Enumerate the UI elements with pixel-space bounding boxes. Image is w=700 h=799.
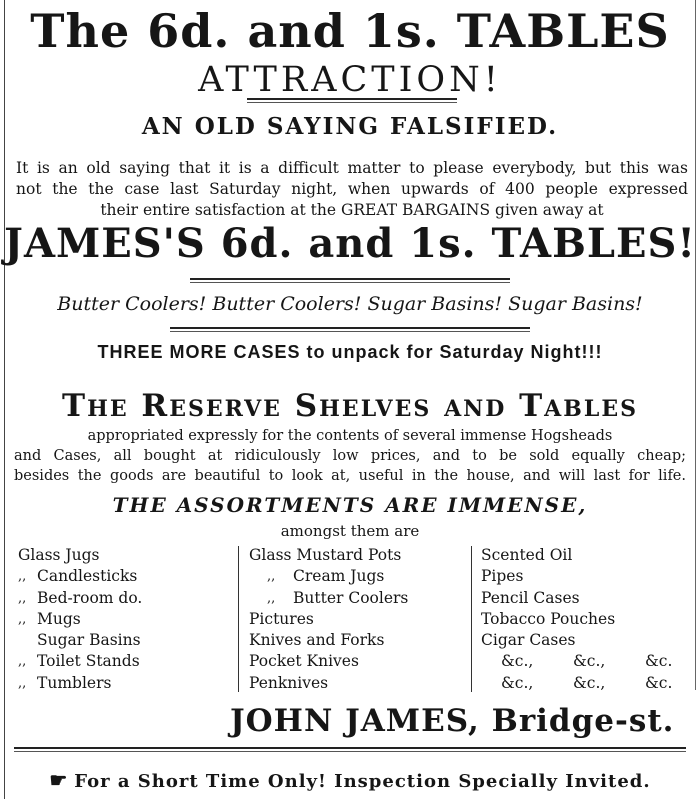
coolers-line: Butter Coolers! Butter Coolers! Sugar Basins! Sugar Basins! [57, 293, 643, 315]
column-divider [471, 546, 472, 692]
reserve-line: besides the goods are beautiful to look at, useful in the house, and will last for life. [14, 468, 686, 484]
reserve-paragraph [14, 426, 686, 486]
list-item: Pocket Knives [249, 652, 359, 671]
pointing-hand-icon: ☛ [49, 768, 69, 792]
intro-paragraph [16, 158, 688, 221]
list-item: Glass Mustard Pots [249, 546, 402, 564]
list-item: Pencil Cases [481, 588, 580, 607]
list-item: Sugar Basins [37, 631, 141, 650]
ad-subtitle: ATTRACTION! [198, 60, 502, 100]
footer-text: For a Short Time Only! Inspection Specially Invited. [74, 771, 651, 792]
reserve-line: appropriated expressly for the contents of several immense Hogsheads [87, 428, 613, 444]
list-item: ,, Tumblers [18, 673, 142, 694]
divider-rule [170, 327, 530, 332]
list-item: Cigar Cases [481, 631, 576, 650]
list-item: Glass Jugs [18, 546, 100, 564]
footer-line [0, 768, 700, 792]
signature-john-james: JOHN JAMES, Bridge-st. [230, 703, 675, 739]
etc-mark: &c., [573, 673, 606, 692]
amongst-line: amongst them are [280, 522, 420, 540]
etc-row [481, 651, 672, 672]
etc-mark: &c., [501, 673, 534, 692]
list-item: ,, Mugs [18, 609, 142, 630]
intro-line: not the the case last Saturday night, when upwards of 400 people expressed [16, 180, 688, 198]
assortments-heading: THE ASSORTMENTS ARE IMMENSE, [112, 493, 588, 517]
list-item: Knives and Forks [249, 631, 385, 650]
list-item: Pictures [249, 609, 314, 628]
list-item: Pipes [481, 567, 524, 586]
etc-mark: &c., [573, 652, 606, 671]
ad-title: The 6d. and 1s. TABLES [30, 4, 670, 58]
goods-column-2 [249, 545, 408, 694]
goods-column-1 [18, 545, 142, 694]
etc-mark: &c. [645, 652, 673, 671]
list-item: Tobacco Pouches [481, 609, 616, 628]
divider-rule [247, 98, 457, 103]
divider-rule [190, 278, 510, 283]
etc-mark: &c., [501, 652, 534, 671]
intro-line: their entire satisfaction at the GREAT BARGAINS given away at [100, 201, 604, 219]
list-item: ,, Toilet Stands [18, 651, 142, 672]
intro-line: It is an old saying that it is a difficult matter to please everybody, but this was [16, 159, 688, 177]
list-item: ,, Butter Coolers [249, 588, 408, 609]
list-item: Scented Oil [481, 546, 573, 564]
etc-mark: &c. [645, 673, 673, 692]
goods-column-3 [481, 545, 672, 694]
reserve-heading: The Reserve Shelves and Tables [62, 388, 638, 424]
column-divider [238, 546, 239, 692]
james-tables-heading: JAMES'S 6d. and 1s. TABLES! [4, 220, 696, 267]
list-item: ,, Candlesticks [18, 566, 142, 587]
old-saying-heading: AN OLD SAYING FALSIFIED. [141, 113, 559, 140]
divider-rule [14, 747, 686, 752]
cases-line: THREE MORE CASES to unpack for Saturday Night!!! [97, 342, 603, 362]
list-item: ,, Bed-room do. [18, 588, 142, 609]
list-item: ,, Cream Jugs [249, 566, 408, 587]
list-item: Penknives [249, 673, 329, 692]
reserve-line: and Cases, all bought at ridiculously low prices, and to be sold equally cheap; [14, 448, 686, 464]
etc-row [481, 673, 672, 694]
